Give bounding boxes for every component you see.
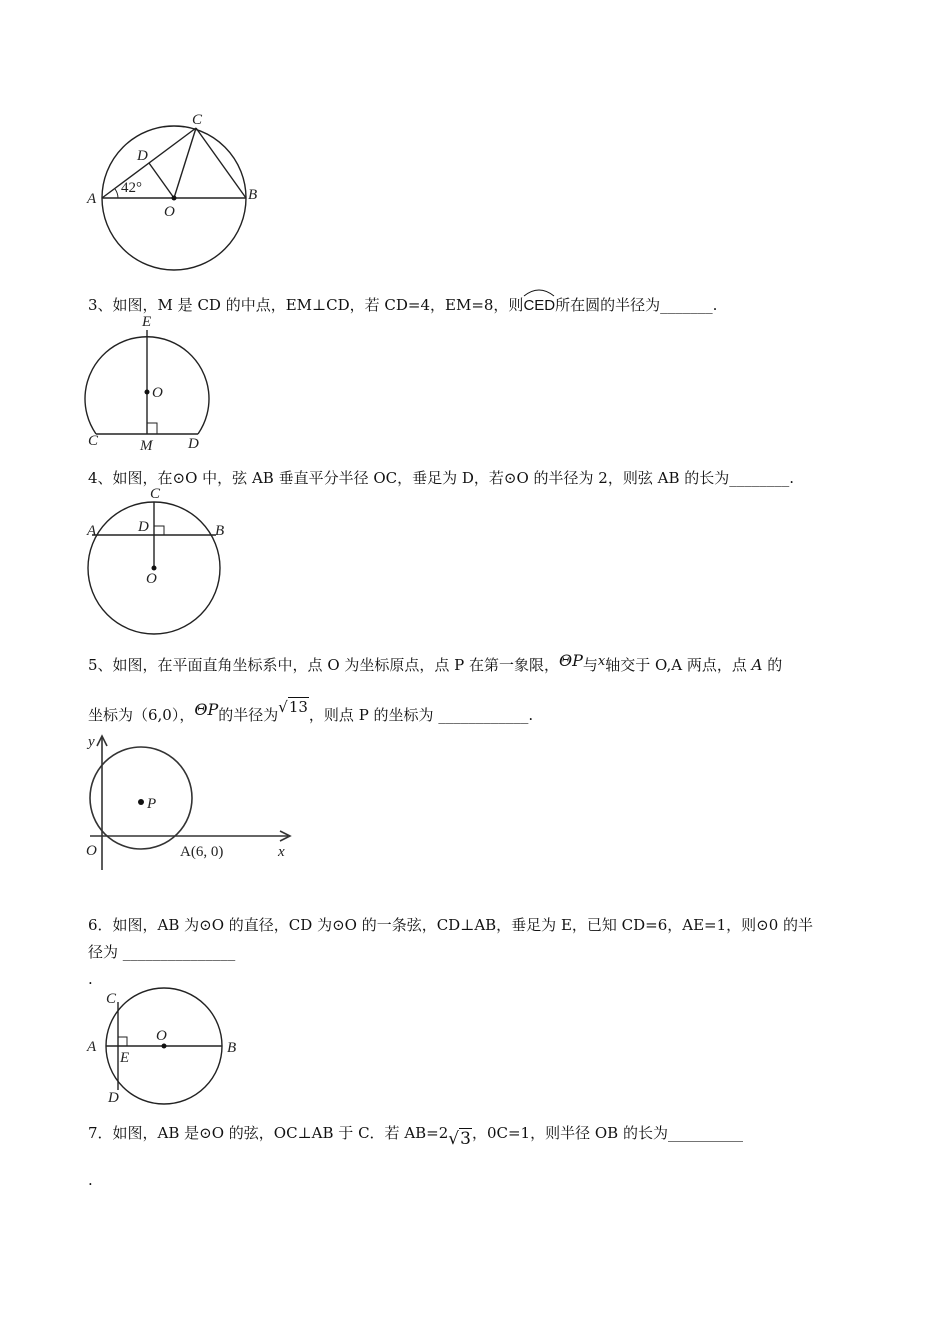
circle-p-symbol: ΘP: [559, 651, 583, 670]
figure-q6-diameter-chord: [84, 984, 244, 1109]
label-x: x: [278, 844, 285, 860]
label-A: A: [87, 1039, 97, 1055]
sqrt-3: √3: [448, 1129, 471, 1149]
q5-line1c: 的: [767, 656, 783, 674]
figure-q4-circle-chord: [84, 484, 234, 639]
q7-dot: .: [88, 1171, 93, 1189]
label-D: D: [188, 436, 199, 452]
label-C: C: [192, 112, 203, 128]
q5-line2c: ，则点 P 的坐标为 ____________.: [308, 706, 534, 724]
question-7-dot: [88, 1169, 93, 1191]
q6-line1: 6．如图，AB 为⊙O 的直径，CD 为⊙O 的一条弦，CD⊥AB，垂足为 E，已知 CD=6，AE=1，则⊙0 的半: [88, 916, 814, 934]
arc-mark-icon: [523, 287, 555, 297]
label-O: O: [152, 385, 163, 401]
arc-ced-label: CED: [523, 297, 556, 314]
label-y: y: [88, 734, 95, 750]
x-symbol: x: [597, 654, 606, 669]
label-M: M: [140, 438, 153, 454]
label-C: C: [88, 433, 99, 449]
label-D: D: [137, 148, 148, 164]
q5-line2b: 的半径为: [218, 706, 279, 724]
q3-text-part2: 所在圆的半径为_______.: [555, 296, 718, 314]
q5-with: 与: [582, 656, 598, 674]
label-A: A: [87, 191, 97, 207]
label-D: D: [138, 519, 149, 535]
q4-text: 4、如图，在⊙O 中，弦 AB 垂直平分半径 OC，垂足为 D，若⊙O 的半径为 2，则弦 AB 的长为________.: [88, 469, 795, 487]
label-B: B: [248, 187, 258, 203]
label-E: E: [120, 1050, 130, 1066]
angle-label: 42°: [121, 180, 142, 196]
label-C: C: [106, 991, 117, 1007]
sqrt-13: √13: [278, 698, 308, 716]
question-6-line1: [88, 914, 813, 936]
q6-dot: .: [88, 970, 93, 988]
q5-line1a: 5、如图，在平面直角坐标系中，点 O 为坐标原点，点 P 在第一象限，: [88, 656, 560, 674]
figure-q3-arc: [84, 312, 224, 457]
label-E: E: [142, 314, 152, 330]
label-O: O: [156, 1028, 167, 1044]
sqrt-3-value: 3: [460, 1129, 471, 1149]
q7-part1: 7．如图，AB 是⊙O 的弦，OC⊥AB 于 C．若 AB=2: [88, 1124, 449, 1142]
circle-p-symbol-2: ΘP: [194, 700, 219, 719]
q3-text-part1: 3、如图，M 是 CD 的中点，EM⊥CD，若 CD=4，EM=8，则: [88, 296, 524, 314]
sqrt-13-value: 13: [288, 698, 308, 716]
arc-ced: [523, 295, 555, 317]
label-O: O: [86, 843, 97, 859]
q5-line2a: 坐标为（6,0），: [88, 706, 195, 724]
label-A: A: [87, 523, 97, 539]
label-O: O: [164, 204, 175, 220]
label-O: O: [146, 571, 157, 587]
label-A-coord: A(6, 0): [180, 844, 224, 860]
figure-q2-circle-triangle: [84, 110, 274, 275]
label-D: D: [108, 1090, 119, 1106]
q7-part2: ，0C=1，则半径 OB 的长为__________: [471, 1124, 743, 1142]
label-C: C: [150, 486, 161, 502]
q6-line2: 径为 _______________: [88, 943, 236, 961]
question-5-line1: [88, 651, 783, 678]
label-B: B: [215, 523, 225, 539]
question-5-line2: [88, 698, 534, 726]
question-6-line2: [88, 941, 235, 963]
point-a-symbol: A: [751, 656, 763, 674]
q5-line1b: 轴交于 O,A 两点，点: [605, 656, 747, 674]
label-P: P: [147, 796, 157, 812]
question-7: [88, 1122, 743, 1149]
figure-q5-coordinate: [84, 730, 304, 875]
label-B: B: [227, 1040, 237, 1056]
